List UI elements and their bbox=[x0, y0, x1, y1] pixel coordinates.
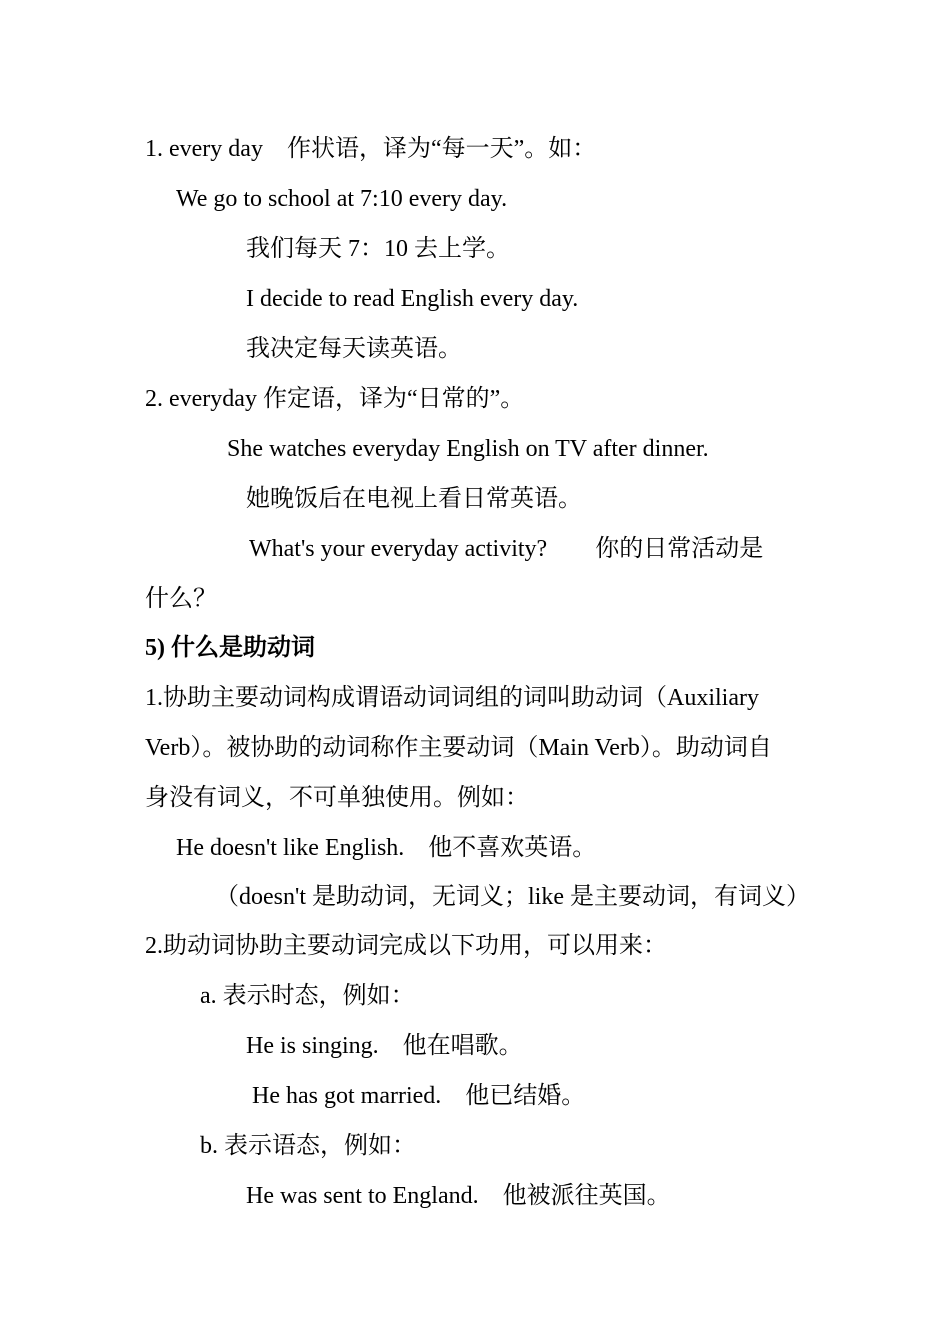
paragraph-line: Verb）。被协助的动词称作主要动词（Main Verb）。助动词自 bbox=[145, 735, 772, 761]
item-2-heading: 2. everyday 作定语，译为“日常的”。 bbox=[145, 386, 525, 412]
example-sentence-zh: 我们每天 7：10 去上学。 bbox=[246, 236, 510, 262]
example-sentence-mixed: He has got married. 他已结婚。 bbox=[252, 1083, 586, 1109]
example-sentence-en: She watches everyday English on TV after dinner. bbox=[227, 436, 709, 462]
paragraph-line: 1.协助主要动词构成谓语动词词组的词叫助动词（Auxiliary bbox=[145, 685, 759, 711]
section-heading: 5) 什么是助动词 bbox=[145, 635, 315, 661]
example-sentence-mixed: What's your everyday activity? 你的日常活动是 bbox=[249, 536, 764, 562]
example-sentence-mixed: He was sent to England. 他被派往英国。 bbox=[246, 1183, 671, 1209]
example-sentence-mixed: He doesn't like English. 他不喜欢英语。 bbox=[176, 835, 597, 861]
example-sentence-en: I decide to read English every day. bbox=[246, 286, 579, 312]
example-sentence-en: We go to school at 7:10 every day. bbox=[176, 186, 508, 212]
example-note: （doesn't 是助动词，无词义；like 是主要动词，有词义） bbox=[215, 884, 810, 910]
example-sentence-mixed: He is singing. 他在唱歌。 bbox=[246, 1033, 523, 1059]
example-sentence-continuation: 什么？ bbox=[145, 586, 217, 612]
paragraph-line: 身没有词义，不可单独使用。例如： bbox=[145, 785, 529, 811]
item-1-heading: 1. every day 作状语，译为“每一天”。如： bbox=[145, 136, 597, 162]
sub-item-heading: a. 表示时态，例如： bbox=[200, 983, 415, 1009]
example-sentence-zh: 她晚饭后在电视上看日常英语。 bbox=[246, 486, 582, 512]
sub-item-heading: b. 表示语态，例如： bbox=[200, 1133, 416, 1159]
example-sentence-zh: 我决定每天读英语。 bbox=[246, 336, 462, 362]
paragraph-line: 2.助动词协助主要动词完成以下功用，可以用来： bbox=[145, 933, 667, 959]
